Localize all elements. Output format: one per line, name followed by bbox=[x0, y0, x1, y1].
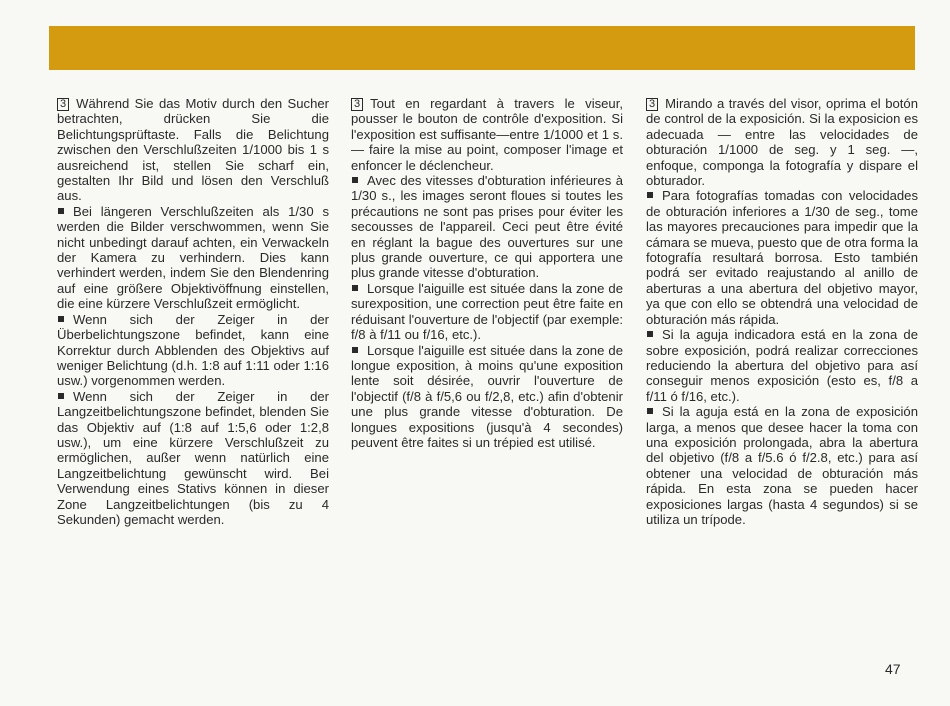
bullet-icon bbox=[352, 177, 358, 183]
header-color-band bbox=[49, 26, 915, 70]
bullet-icon bbox=[647, 331, 653, 337]
spanish-paragraph-text: Si la aguja indicadora está en la zona de sobre exposición, podrá realizar correcciones reduciendo la abertura del objetivo para así conseguir menos exposición (esto es, f/8 a f/11 ó f/16, etc.). bbox=[646, 327, 918, 404]
german-bullet-paragraph bbox=[57, 204, 329, 312]
french-bullet-paragraph bbox=[351, 343, 623, 451]
bullet-icon bbox=[352, 285, 358, 291]
page-number: 47 bbox=[885, 661, 901, 677]
german-column bbox=[57, 96, 329, 527]
step-number-badge: 3 bbox=[646, 98, 658, 111]
german-bullet-paragraph bbox=[57, 312, 329, 389]
bullet-icon bbox=[647, 192, 653, 198]
german-paragraph-text: Bei längeren Verschlußzeiten als 1/30 s werden die Bilder verschwommen, wenn Sie nicht unbedingt darauf achten, ein Verwackeln der Kamera zu verhindern. Dies kann verhindert werden, indem Sie den Blendenring auf eine größere Objektivöffnung einstellen, die eine kürzere Verschlußzeit ermöglicht. bbox=[57, 203, 329, 312]
bullet-icon bbox=[352, 347, 358, 353]
spanish-paragraph-text: Mirando a través del visor, oprima el botón de control de la exposición. Si la exposicion es adecuada — entre las velocidades de obturación 1/1000 de seg. y 1 seg. —, enfoque, componga la fotografía y dispare el obturador. bbox=[646, 96, 918, 189]
french-bullet-paragraph bbox=[351, 281, 623, 343]
spanish-paragraph-text: Si la aguja está en la zona de exposición larga, a menos que desee hacer la toma con una exposición prolongada, abra la abertura del objetivo (f/8 a f/5.6 ó f/2.8, etc.) para así obtener una velocidad de obturación más rápida. En esta zona se pueden hacer exposiciones largas (hasta 4 segundos) si se utiliza un trípode. bbox=[646, 404, 918, 527]
spanish-paragraph-text: Para fotografías tomadas con velocidades de obturación inferiores a 1/30 de seg., tome las mayores precauciones para impedir que la cámara se mueva, puesto que de otra forma la fotografía resultará borrosa. Esto también podrá ser evitado reajustando al anillo de aberturas a una abertura del objetivo mayor, ya que con ello se obtendrá una velocidad de obturación más rápida. bbox=[646, 188, 918, 327]
spanish-bullet-paragraph bbox=[646, 327, 918, 404]
german-paragraph-text: Während Sie das Motiv durch den Sucher betrachten, drücken Sie die Belichtungsprüftaste. Falls die Belichtung zwischen den Verschlußzeiten 1/1000 bis 1 s ausreichend ist, stellen Sie scharf ein, gestalten Ihr Bild und lösen den Verschluß aus. bbox=[57, 96, 329, 204]
french-intro-paragraph bbox=[351, 96, 623, 173]
spanish-bullet-paragraph bbox=[646, 188, 918, 327]
bullet-icon bbox=[58, 208, 64, 214]
spanish-column bbox=[646, 96, 918, 527]
french-paragraph-text: Tout en regardant à travers le viseur, pousser le bouton de contrôle d'exposition. Si l'exposition est suffisante—entre 1/1000 et 1 s. — faire la mise au point, composer l'image et enfoncer le déclencheur. bbox=[351, 96, 623, 173]
german-intro-paragraph bbox=[57, 96, 329, 204]
spanish-bullet-paragraph bbox=[646, 404, 918, 527]
bullet-icon bbox=[58, 316, 64, 322]
german-bullet-paragraph bbox=[57, 389, 329, 528]
german-paragraph-text: Wenn sich der Zeiger in der Überbelichtungszone befindet, kann eine Korrektur durch Abblenden des Objektivs auf weniger Belichtung (d.h. 1:8 auf 1:11 oder 1:16 usw.) vorgenommen werden. bbox=[57, 311, 329, 389]
french-paragraph-text: Avec des vitesses d'obturation inférieures à 1/30 s., les images seront floues si toutes les précautions ne sont pas prises pour éviter les secousses de l'appareil. Ceci peut être évité en réglant la bague des ouvertures sur une plus grande ouverture, ce qui apportera une plus grande vitesse d'obturation. bbox=[351, 173, 623, 281]
german-paragraph-text: Wenn sich der Zeiger in der Langzeitbelichtungszone befindet, blenden Sie das Objektiv auf (1:8 auf 1:5,6 oder 1:2,8 usw.), um eine kürzere Verschlußzeit zu ermöglichen, außer wenn natürlich eine Langzeitbelichtung gewünscht wird. Bei Verwendung eines Stativs können in dieser Zone Langzeitbelichtungen (bis zu 4 Sekunden) gemacht werden. bbox=[57, 388, 329, 527]
step-number-badge: 3 bbox=[351, 98, 363, 111]
step-number-badge: 3 bbox=[57, 98, 69, 111]
bullet-icon bbox=[58, 393, 64, 399]
french-column bbox=[351, 96, 623, 450]
spanish-intro-paragraph bbox=[646, 96, 918, 188]
french-paragraph-text: Lorsque l'aiguille est située dans la zone de surexposition, une correction peut être faite en réduisant l'ouverture de l'objectif (par exemple: f/8 à f/11 ou f/16, etc.). bbox=[351, 280, 623, 343]
french-bullet-paragraph bbox=[351, 173, 623, 281]
bullet-icon bbox=[647, 408, 653, 414]
french-paragraph-text: Lorsque l'aiguille est située dans la zone de longue exposition, à moins qu'une exposition lente soit désirée, ouvrir l'ouverture de l'objectif (f/8 à f/5,6 ou f/2,8, etc.) afin d'obtenir une plus grande vitesse d'obturation. De longues expositions (jusqu'à 4 secondes) peuvent être faites si un trépied est utilisé. bbox=[351, 342, 623, 450]
